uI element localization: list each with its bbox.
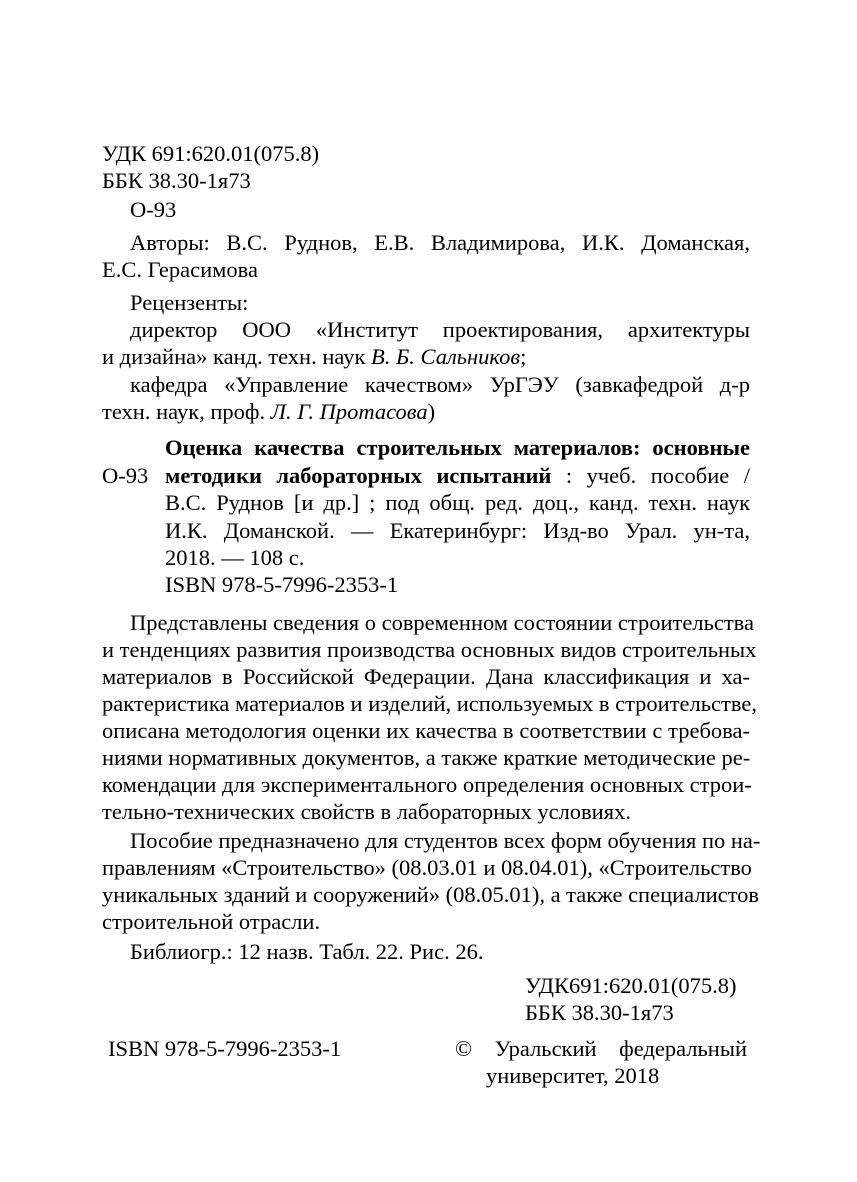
abstract-p1-line: материалов в Российской Федерации. Дана классификация и ха- xyxy=(102,664,750,689)
reviewer-2-text: техн. наук, проф. xyxy=(102,399,271,424)
abstract-p1-line: Представлены сведения о современном состоянии строительства xyxy=(130,610,754,635)
udk-code: УДК 691:620.01(075.8) xyxy=(102,141,320,166)
abstract-p1-line: рактеристика материалов и изделий, используемых в строительстве, xyxy=(102,691,757,716)
bbk-code: ББК 38.30-1я73 xyxy=(102,168,251,193)
bib-line-4: И.К. Доманской. — Екатеринбург: Изд-во Урал. ун-та, xyxy=(165,518,750,543)
abstract-p2-line: уникальных зданий и сооружений» (08.05.01), а также специалистов xyxy=(102,882,760,907)
reviewer-1-line-1: директор ООО «Институт проектирования, архитектуры xyxy=(130,317,750,342)
abstract-p2-line: правлениям «Строительство» (08.03.01 и 08.04.01), «Строительство xyxy=(102,855,752,880)
footer-isbn: ISBN 978-5-7996-2353-1 xyxy=(108,1036,342,1061)
reviewer-2-name: Л. Г. Протасова xyxy=(270,399,428,424)
abstract-p1-line: и тенденциях развития производства основных видов строительных xyxy=(102,637,757,662)
bib-isbn: ISBN 978-5-7996-2353-1 xyxy=(165,572,399,597)
reviewer-2-line-1: кафедра «Управление качеством» УрГЭУ (завкафедрой д-р xyxy=(130,372,750,397)
abstract-p1-line: комендации для экспериментального определения основных строи- xyxy=(102,772,752,797)
reviewer-1-line-2 xyxy=(102,346,526,369)
abstract-p1-line: тельно-технических свойств в лабораторных условиях. xyxy=(102,799,631,824)
copyright-line-2: университет, 2018 xyxy=(486,1063,660,1088)
bib-line-3: В.С. Руднов [и др.] ; под общ. ред. доц., канд. техн. наук xyxy=(165,490,750,515)
copyright-line-1: © Уральский федеральный xyxy=(455,1036,747,1061)
abstract-p2-line: строительной отрасли. xyxy=(102,909,321,934)
abstract-p2-line: Пособие предназначено для студентов всех форм обучения по на- xyxy=(130,828,761,853)
footer-udk: УДК691:620.01(075.8) xyxy=(525,973,737,998)
abstract-p1-line: описана методология оценки их качества в соответствии с требова- xyxy=(102,718,750,743)
abstract-p1-line: ниями нормативных документов, а также краткие методические ре- xyxy=(102,745,751,770)
reviewer-1-text: и дизайна» канд. техн. наук xyxy=(102,344,372,369)
bib-author-mark: О-93 xyxy=(102,463,149,488)
footer-bbk: ББК 38.30-1я73 xyxy=(525,1000,674,1025)
reviewer-1-name: В. Б. Сальников xyxy=(371,344,521,369)
authors-line-2: Е.С. Герасимова xyxy=(102,257,258,282)
book-type: : учеб. пособие / xyxy=(551,463,750,488)
reviewer-2-punct: ) xyxy=(427,399,436,424)
author-mark: О-93 xyxy=(130,197,177,222)
bib-line-5: 2018. — 108 с. xyxy=(165,545,305,570)
reviewer-2-line-2 xyxy=(102,401,435,424)
book-title-line-2 xyxy=(165,465,750,488)
bibliography-note: Библиогр.: 12 назв. Табл. 22. Рис. 26. xyxy=(130,939,484,964)
reviewer-1-punct: ; xyxy=(520,344,527,369)
authors-line-1: Авторы: В.С. Руднов, Е.В. Владимирова, И.К. Доманская, xyxy=(130,230,750,255)
book-title-line-1: Оценка качества строительных материалов: основные xyxy=(165,435,750,460)
book-title-part-2: методики лабораторных испытаний xyxy=(165,463,552,488)
reviewers-heading: Рецензенты: xyxy=(130,290,249,315)
